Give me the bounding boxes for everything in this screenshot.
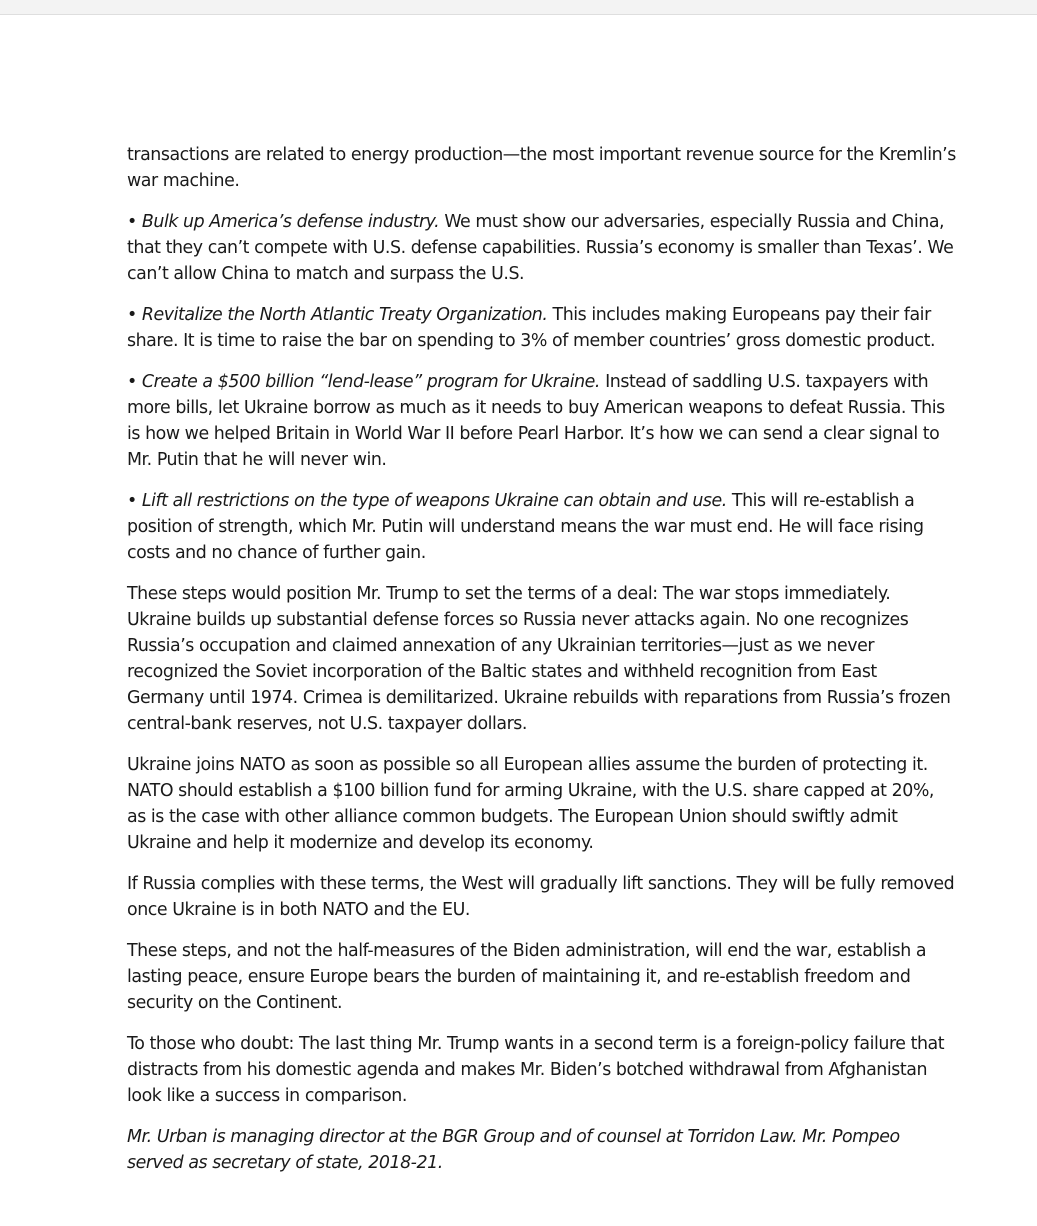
author-bio: Mr. Urban is managing director at the BGR Group and of counsel at Torridon Law. Mr. Pompeo served as secretary of state, 2018-21. xyxy=(127,1127,900,1173)
document-page xyxy=(127,142,957,1191)
bullet-marker: • xyxy=(127,212,142,232)
paragraph-energy-transactions: transactions are related to energy production—the most important revenue source for the Kremlin’s war machine. xyxy=(127,145,956,191)
bullet-marker: • xyxy=(127,372,142,392)
bullet-marker: • xyxy=(127,305,142,325)
paragraph-deal-terms: These steps would position Mr. Trump to set the terms of a deal: The war stops immediately. Ukraine builds up substantial defense forces so Russia never attacks again. No one recognizes Russia’s occupation and claimed annexation of any Ukrainian territories—just as we never recognized the Soviet incorporation of the Baltic states and withheld recognition from East Germany until 1974. Crimea is demilitarized. Ukraine rebuilds with reparations from Russia’s frozen central-bank reserves, not U.S. taxpayer dollars. xyxy=(127,584,951,734)
bullet-lead: Create a $500 billion “lend-lease” program for Ukraine. xyxy=(141,372,600,392)
paragraph-sanctions: If Russia complies with these terms, the West will gradually lift sanctions. They will be fully removed once Ukraine is in both NATO and the EU. xyxy=(127,874,955,920)
bullet-marker: • xyxy=(127,491,142,511)
bullet-revitalize-nato xyxy=(127,302,957,354)
bullet-lead: Bulk up America’s defense industry. xyxy=(141,212,440,232)
window-top-bar xyxy=(0,0,1037,15)
bullet-body: We must show our adversaries, especially Russia and China, that they can’t compete with U.S. defense capabilities. Russia’s economy is smaller than Texas’. We can’t allow China to match and surpass the U.S. xyxy=(127,212,954,284)
bullet-body: This will re-establish a position of strength, which Mr. Putin will understand means the war must end. He will face rising costs and no chance of further gain. xyxy=(127,491,924,563)
bullet-body: Instead of saddling U.S. taxpayers with more bills, let Ukraine borrow as much as it needs to buy American weapons to defeat Russia. This is how we helped Britain in World War II before Pearl Harbor. It’s how we can send a clear signal to Mr. Putin that he will never win. xyxy=(127,372,945,470)
bullet-lead: Revitalize the North Atlantic Treaty Organization. xyxy=(141,305,548,325)
paragraph-ukraine-nato: Ukraine joins NATO as soon as possible so all European allies assume the burden of protecting it. NATO should establish a $100 billion fund for arming Ukraine, with the U.S. share capped at 20%, as is the case with other alliance common budgets. The European Union should swiftly admit Ukraine and help it modernize and develop its economy. xyxy=(127,755,934,853)
bullet-defense-industry xyxy=(127,209,957,287)
bullet-lead: Lift all restrictions on the type of weapons Ukraine can obtain and use. xyxy=(141,491,727,511)
paragraph-doubters: To those who doubt: The last thing Mr. Trump wants in a second term is a foreign-policy failure that distracts from his domestic agenda and makes Mr. Biden’s botched withdrawal from Afghanistan look like a success in comparison. xyxy=(127,1034,945,1106)
paragraph-end-war: These steps, and not the half-measures of the Biden administration, will end the war, establish a lasting peace, ensure Europe bears the burden of maintaining it, and re-establish freedom and security on the Continent. xyxy=(127,941,927,1013)
bullet-body: This includes making Europeans pay their fair share. It is time to raise the bar on spending to 3% of member countries’ gross domestic product. xyxy=(127,305,936,351)
bullet-lift-restrictions xyxy=(127,488,957,566)
bullet-lend-lease xyxy=(127,369,957,473)
